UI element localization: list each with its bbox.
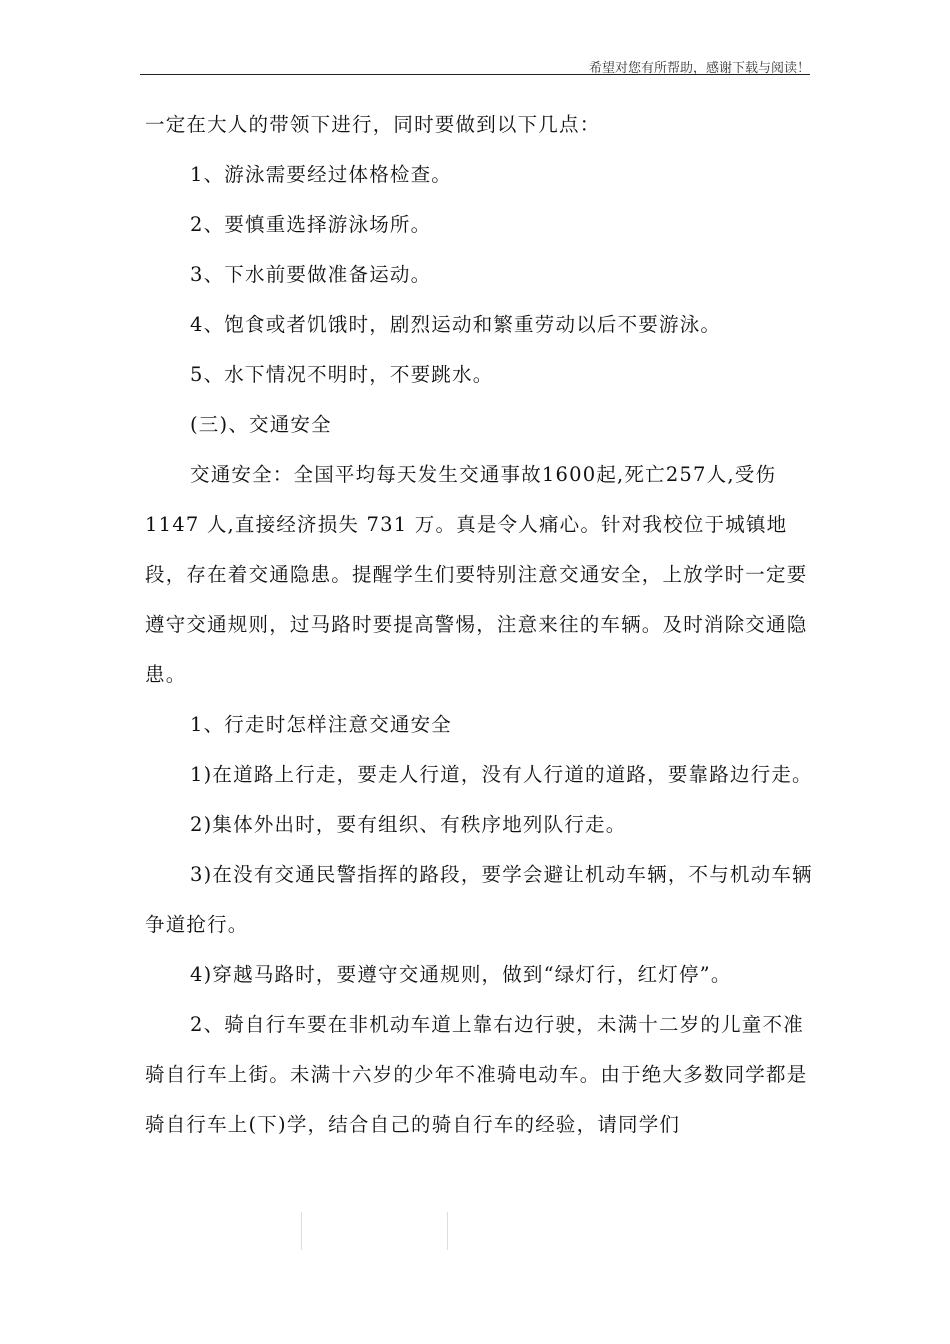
paragraph: 2、要慎重选择游泳场所。 <box>190 213 432 236</box>
paragraph: 一定在大人的带领下进行，同时要做到以下几点： <box>145 113 601 136</box>
paragraph: 2)集体外出时，要有组织、有秩序地列队行走。 <box>190 813 627 836</box>
paragraph: 4)穿越马路时，要遵守交通规则，做到“绿灯行，红灯停”。 <box>190 963 732 986</box>
paragraph: 5、水下情况不明时，不要跳水。 <box>190 363 494 386</box>
paragraph: 交通安全：全国平均每天发生交通事故1600起,死亡257人,受伤 1147 人,直接经济损失 731 万。真是令人痛心。针对我校位于城镇地段，存在着交通隐患。提醒学生们要特别注意交通安全，上放学时一定要遵守交通规则，过马路时要提高警惕，注意来往的车辆。及时消除交通隐患。 <box>145 463 808 686</box>
subsection-heading: 1、行走时怎样注意交通安全 <box>190 713 453 736</box>
paragraph: 1、游泳需要经过体格检查。 <box>190 163 453 186</box>
footer-page-box <box>301 1212 448 1250</box>
header-rule <box>140 74 810 75</box>
paragraph: 3、下水前要做准备运动。 <box>190 263 432 286</box>
paragraph: 3)在没有交通民警指挥的路段，要学会避让机动车辆，不与机动车辆争道抢行。 <box>145 863 813 936</box>
paragraph: 4、饱食或者饥饿时，剧烈运动和繁重劳动以后不要游泳。 <box>190 313 722 336</box>
paragraph: 1)在道路上行走，要走人行道，没有人行道的道路，要靠路边行走。 <box>190 763 813 786</box>
document-body <box>145 100 817 1150</box>
paragraph: 2、骑自行车要在非机动车道上靠右边行驶，未满十二岁的儿童不准骑自行车上街。未满十六岁的少年不准骑电动车。由于绝大多数同学都是骑自行车上(下)学，结合自己的骑自行车的经验，请同学们 <box>145 1013 808 1136</box>
page-header-text: 希望对您有所帮助，感谢下载与阅读！ <box>588 61 810 76</box>
section-heading: (三)、交通安全 <box>190 413 332 436</box>
